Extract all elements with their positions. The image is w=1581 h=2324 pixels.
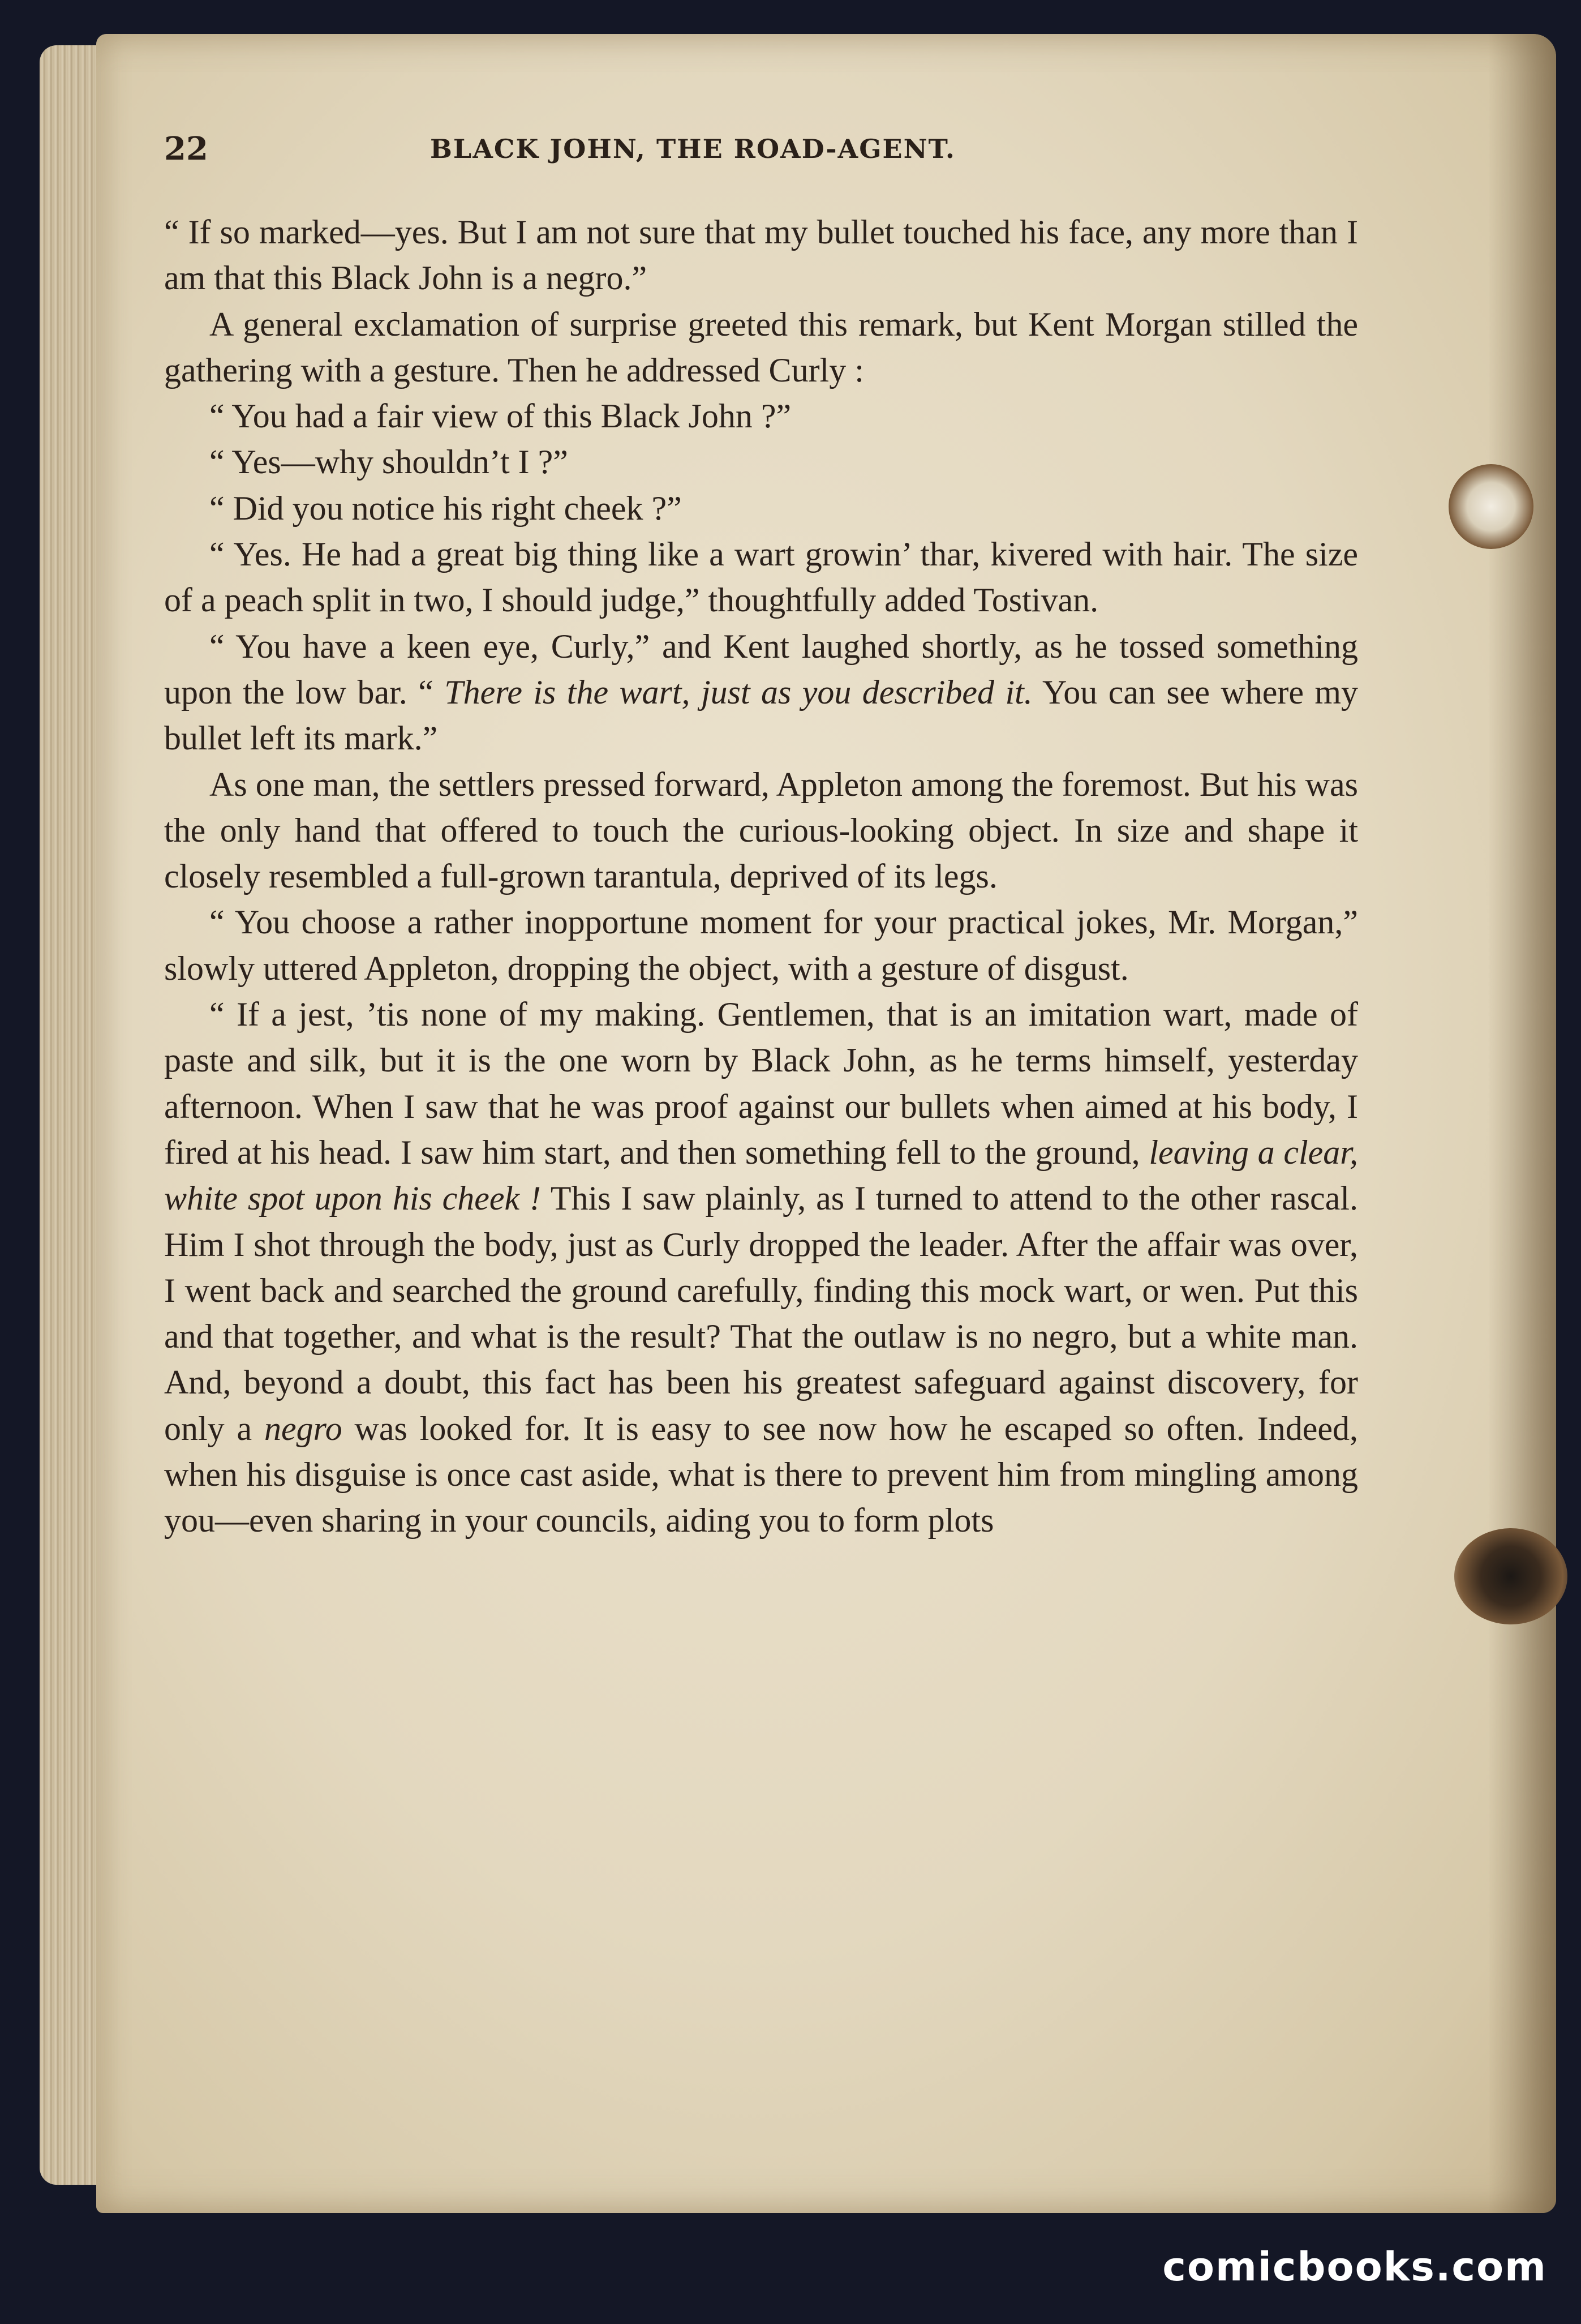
paragraph-text: was looked for. It is easy to see now how he escaped so often. Indeed, when his disguise is once cast aside, what is there to prevent him from mingling among you—even sharing in your councils, aiding you to form plots bbox=[164, 1409, 1358, 1540]
paragraph: As one man, the settlers pressed forward, Appleton among the foremost. But his was the only hand that offered to touch the curious-looking object. In size and shape it closely resembled a full-grown tarantula, deprived of its legs. bbox=[164, 765, 1358, 895]
paragraph-text: “ You have a keen eye, Curly,” and Kent laughed shortly, as he tossed something upon the low bar. “ bbox=[164, 627, 1358, 711]
watermark: comicbooks.com bbox=[1162, 2244, 1547, 2290]
paragraph: A general exclamation of surprise greeted this remark, but Kent Morgan stilled the gathering with a gesture. Then he addressed Curly : bbox=[164, 305, 1358, 389]
paragraph-text: “ If a jest, ’tis none of my making. Gentlemen, that is an imitation wart, made of paste and silk, but it is the one worn by Black John, as he terms himself, yesterday afternoon. When I saw that he was proof against our bullets when aimed at his body, I fired at his head. I saw him start, and then something fell to the ground, bbox=[164, 996, 1358, 1171]
paragraph-text: You can see where my bullet left its mark.” bbox=[164, 673, 1359, 757]
page-number: 22 bbox=[164, 130, 208, 168]
italic-text: There is the wart, just as you described it. bbox=[444, 673, 1033, 711]
paragraph: “ Did you notice his right cheek ?” bbox=[209, 489, 682, 527]
running-title: BLACK JOHN, THE ROAD-AGENT. bbox=[430, 134, 956, 164]
italic-text: leaving a clear, white spot upon his cheek ! bbox=[164, 1133, 1358, 1217]
paragraph: “ You had a fair view of this Black John ?” bbox=[209, 397, 792, 435]
italic-text: negro bbox=[264, 1409, 342, 1447]
paragraph: “ If so marked—yes. But I am not sure that my bullet touched his face, any more than I am that this Black John is a negro.” bbox=[164, 213, 1358, 297]
paragraph: “ Yes—why shouldn’t I ?” bbox=[209, 443, 568, 481]
page-damage-hole bbox=[1454, 1528, 1567, 1624]
page-damage-hole bbox=[1449, 464, 1533, 549]
body-text bbox=[164, 209, 1358, 1544]
paragraph bbox=[164, 992, 1358, 1544]
spine-shadow bbox=[1488, 34, 1556, 2213]
paragraph bbox=[164, 624, 1358, 762]
paragraph: “ You choose a rather inopportune moment for your practical jokes, Mr. Morgan,” slowly uttered Appleton, dropping the object, with a gesture of disgust. bbox=[164, 903, 1358, 987]
page-header bbox=[164, 130, 1160, 175]
paragraph-text: This I saw plainly, as I turned to attend to the other rascal. Him I shot through the body, just as Curly dropped the leader. After the affair was over, I went back and searched the ground carefully, finding this mock wart, or wen. Put this and that together, and what is the result? That the outlaw is no negro, but a white man. And, beyond a doubt, this fact has been his greatest safeguard against discovery, for only a bbox=[164, 1180, 1358, 1447]
paragraph: “ Yes. He had a great big thing like a wart growin’ thar, kivered with hair. The size of a peach split in two, I should judge,” thoughtfully added Tostivan. bbox=[164, 535, 1358, 619]
